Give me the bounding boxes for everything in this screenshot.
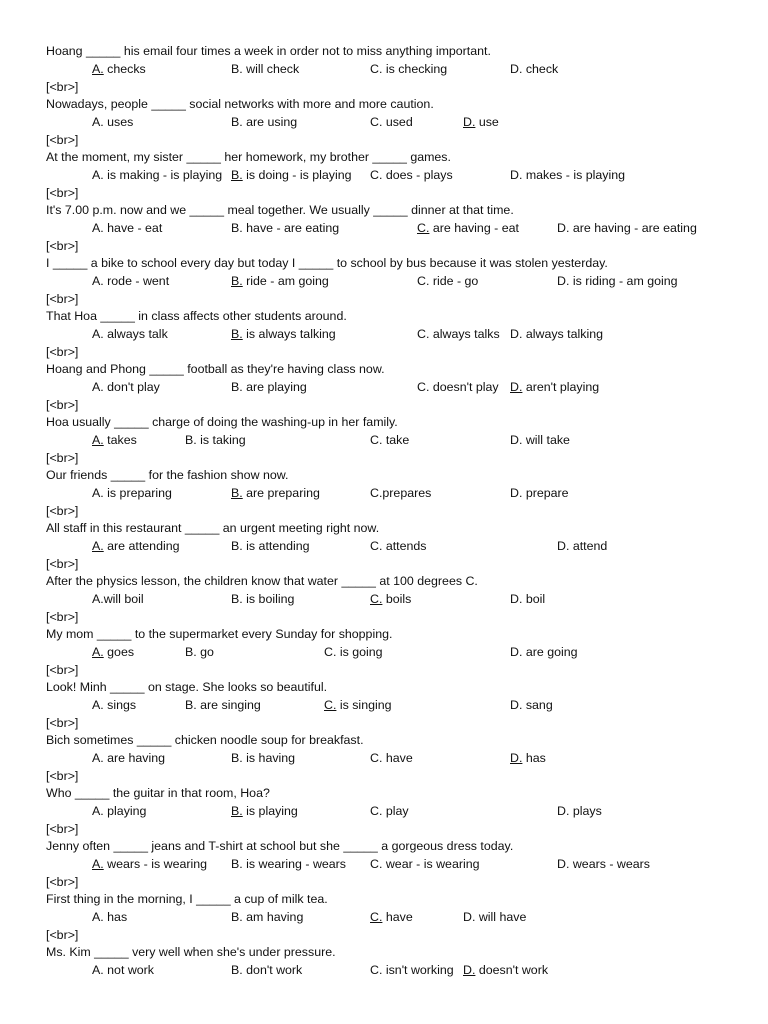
option-text: are having - are eating (569, 221, 697, 235)
line-break-marker: [<br>] (46, 716, 79, 730)
option-text: are preparing (242, 486, 320, 500)
option-letter: D. (557, 857, 570, 871)
option-text: is attending (242, 539, 310, 553)
line-break-marker: [<br>] (46, 610, 79, 624)
answer-option (231, 168, 352, 183)
answer-option (92, 433, 137, 448)
question-item (0, 892, 768, 945)
answer-option (417, 274, 478, 289)
option-text: has (103, 910, 128, 924)
option-letter: D. (557, 539, 570, 553)
option-letter: D. (557, 804, 570, 818)
answer-option (185, 698, 261, 713)
option-letter: D. (463, 115, 476, 129)
option-letter: B. (231, 857, 243, 871)
answer-option (92, 168, 222, 183)
option-letter: A. (92, 804, 104, 818)
answer-option (231, 539, 310, 554)
option-letter: A. (92, 327, 104, 341)
line-break-marker: [<br>] (46, 345, 79, 359)
option-letter: B. (231, 804, 243, 818)
line-break-marker: [<br>] (46, 133, 79, 147)
answer-option (510, 698, 553, 713)
option-letter: D. (510, 486, 523, 500)
answer-option (510, 433, 570, 448)
answer-option (324, 645, 383, 660)
answer-option (231, 804, 298, 819)
option-text: am having (242, 910, 304, 924)
answer-option (92, 221, 162, 236)
option-text: plays (569, 804, 602, 818)
question-stem: Look! Minh _____ on stage. She looks so beautiful. (46, 680, 328, 694)
option-letter: A. (92, 751, 104, 765)
option-text: have - are eating (242, 221, 340, 235)
option-letter: B. (231, 221, 243, 235)
answer-option (92, 698, 136, 713)
answer-option (370, 168, 453, 183)
option-text: don't play (103, 380, 160, 394)
option-text: boils (382, 592, 412, 606)
line-break-marker: [<br>] (46, 822, 79, 836)
question-item (0, 786, 768, 839)
option-letter: A. (92, 115, 104, 129)
option-letter: A. (92, 62, 104, 76)
option-text: take (382, 433, 410, 447)
question-item (0, 309, 768, 362)
question-stem: At the moment, my sister _____ her homework, my brother _____ games. (46, 150, 451, 164)
answer-option (92, 910, 127, 925)
line-break-marker: [<br>] (46, 80, 79, 94)
answer-option (370, 62, 447, 77)
answer-option (370, 963, 454, 978)
line-break-marker: [<br>] (46, 451, 79, 465)
option-letter: B. (231, 327, 243, 341)
question-stem: All staff in this restaurant _____ an urgent meeting right now. (46, 521, 380, 535)
question-stem: Ms. Kim _____ very well when she's under pressure. (46, 945, 336, 959)
option-letter: B. (231, 274, 243, 288)
option-letter: D. (510, 592, 523, 606)
option-letter: A. (92, 857, 104, 871)
answer-option (370, 539, 427, 554)
option-text: prepares (382, 486, 432, 500)
option-letter: C. (324, 645, 337, 659)
answer-option (231, 221, 339, 236)
answer-option (370, 592, 411, 607)
option-letter: B. (231, 963, 243, 977)
answer-option (92, 380, 160, 395)
option-text: check (522, 62, 559, 76)
question-stem: Hoang _____ his email four times a week in order not to miss anything important. (46, 44, 491, 58)
answer-option (510, 751, 546, 766)
answer-option (370, 433, 409, 448)
answer-option (557, 857, 650, 872)
option-letter: A. (92, 592, 104, 606)
option-letter: B. (231, 168, 243, 182)
option-text: checks (103, 62, 146, 76)
line-break-marker: [<br>] (46, 663, 79, 677)
question-stem: Who _____ the guitar in that room, Hoa? (46, 786, 270, 800)
answer-option (557, 221, 697, 236)
answer-option (557, 804, 602, 819)
answer-option (92, 592, 144, 607)
option-letter: D. (510, 751, 523, 765)
question-stem: I _____ a bike to school every day but today I _____ to school by bus because it was stolen yesterday. (46, 256, 608, 270)
option-text: wear - is wearing (382, 857, 480, 871)
answer-option (370, 804, 409, 819)
answer-option (231, 327, 336, 342)
option-letter: D. (463, 910, 476, 924)
option-text: are attending (103, 539, 180, 553)
question-stem: After the physics lesson, the children know that water _____ at 100 degrees C. (46, 574, 478, 588)
option-text: boil (522, 592, 546, 606)
option-letter: B. (185, 645, 197, 659)
option-letter: A. (92, 910, 104, 924)
answer-option (185, 645, 214, 660)
line-break-marker: [<br>] (46, 928, 79, 942)
option-text: is always talking (242, 327, 336, 341)
option-letter: A. (92, 274, 104, 288)
question-item (0, 150, 768, 203)
option-text: goes (103, 645, 135, 659)
option-text: wears - is wearing (103, 857, 208, 871)
option-text: rode - went (103, 274, 170, 288)
option-text: doesn't play (429, 380, 499, 394)
option-text: is riding - am going (569, 274, 678, 288)
option-letter: D. (510, 62, 523, 76)
option-text: ride - am going (242, 274, 329, 288)
option-letter: A. (92, 539, 104, 553)
answer-option (370, 115, 413, 130)
answer-option (231, 751, 295, 766)
answer-option (417, 221, 519, 236)
option-text: are singing (196, 698, 261, 712)
option-letter: D. (463, 963, 476, 977)
option-text: is going (336, 645, 383, 659)
question-stem: First thing in the morning, I _____ a cup of milk tea. (46, 892, 328, 906)
option-text: sings (103, 698, 137, 712)
answer-option (324, 698, 392, 713)
answer-option (231, 115, 297, 130)
question-item (0, 521, 768, 574)
answer-option (231, 62, 299, 77)
answer-option (510, 62, 558, 77)
line-break-marker: [<br>] (46, 769, 79, 783)
option-text: will take (522, 433, 570, 447)
option-text: is having (242, 751, 296, 765)
option-text: have (382, 751, 413, 765)
option-letter: A. (92, 486, 104, 500)
option-letter: C. (370, 592, 383, 606)
question-item (0, 256, 768, 309)
answer-option (417, 327, 500, 342)
question-stem: Our friends _____ for the fashion show now. (46, 468, 289, 482)
option-letter: C. (417, 221, 430, 235)
option-text: don't work (242, 963, 303, 977)
question-item (0, 415, 768, 468)
line-break-marker: [<br>] (46, 557, 79, 571)
option-text: doesn't work (475, 963, 549, 977)
question-stem: My mom _____ to the supermarket every Sunday for shopping. (46, 627, 393, 641)
option-letter: B. (231, 380, 243, 394)
question-item (0, 203, 768, 256)
answer-option (231, 963, 302, 978)
option-text: go (196, 645, 214, 659)
option-letter: D. (510, 698, 523, 712)
option-letter: C. (370, 804, 383, 818)
option-letter: C. (370, 115, 383, 129)
option-letter: C. (370, 168, 383, 182)
option-text: is doing - is playing (242, 168, 352, 182)
option-letter: A. (92, 433, 104, 447)
option-text: are using (242, 115, 298, 129)
option-text: has (522, 751, 546, 765)
option-letter: C. (324, 698, 337, 712)
option-text: always talks (429, 327, 500, 341)
option-letter: A. (92, 380, 104, 394)
question-item (0, 945, 768, 998)
question-item (0, 362, 768, 415)
answer-option (231, 592, 294, 607)
option-text: wears - wears (569, 857, 650, 871)
question-item (0, 468, 768, 521)
option-letter: C. (370, 963, 383, 977)
option-letter: B. (231, 539, 243, 553)
option-text: attend (569, 539, 608, 553)
option-text: is taking (196, 433, 246, 447)
answer-option (92, 539, 180, 554)
option-text: ride - go (429, 274, 479, 288)
answer-option (417, 380, 499, 395)
answer-option (231, 486, 320, 501)
option-text: does - plays (382, 168, 453, 182)
answer-option (92, 274, 169, 289)
answer-option (231, 380, 307, 395)
line-break-marker: [<br>] (46, 292, 79, 306)
answer-option (510, 380, 599, 395)
option-text: use (475, 115, 499, 129)
option-letter: A. (92, 221, 104, 235)
option-letter: B. (231, 910, 243, 924)
option-text: makes - is playing (522, 168, 626, 182)
answer-option (92, 62, 146, 77)
question-item (0, 733, 768, 786)
option-letter: A. (92, 963, 104, 977)
option-letter: C. (370, 751, 383, 765)
option-text: is playing (242, 804, 298, 818)
answer-option (370, 857, 480, 872)
option-text: will check (242, 62, 300, 76)
line-break-marker: [<br>] (46, 504, 79, 518)
answer-option (463, 115, 499, 130)
option-text: not work (103, 963, 154, 977)
option-text: are playing (242, 380, 307, 394)
option-letter: B. (231, 115, 243, 129)
option-text: is singing (336, 698, 392, 712)
answer-option (510, 327, 603, 342)
question-stem: That Hoa _____ in class affects other students around. (46, 309, 347, 323)
answer-option (185, 433, 246, 448)
question-stem: Hoang and Phong _____ football as they're having class now. (46, 362, 385, 376)
answer-option (510, 486, 569, 501)
option-text: have (382, 910, 413, 924)
answer-option (463, 963, 548, 978)
question-item (0, 574, 768, 627)
answer-option (231, 857, 346, 872)
question-item (0, 839, 768, 892)
option-text: sang (522, 698, 553, 712)
option-letter: C. (370, 857, 383, 871)
answer-option (370, 751, 413, 766)
option-text: are having (103, 751, 166, 765)
option-text: are having - eat (429, 221, 519, 235)
option-letter: C. (370, 486, 383, 500)
line-break-marker: [<br>] (46, 186, 79, 200)
option-letter: B. (231, 592, 243, 606)
question-stem: Bich sometimes _____ chicken noodle soup for breakfast. (46, 733, 364, 747)
answer-option (370, 486, 431, 501)
option-text: always talk (103, 327, 168, 341)
option-text: have - eat (103, 221, 163, 235)
option-text: are going (522, 645, 578, 659)
option-letter: C. (417, 380, 430, 394)
answer-option (231, 910, 303, 925)
question-item (0, 44, 768, 97)
option-letter: D. (557, 274, 570, 288)
answer-option (92, 804, 146, 819)
option-letter: D. (510, 380, 523, 394)
option-letter: A. (92, 698, 104, 712)
question-stem: Hoa usually _____ charge of doing the washing-up in her family. (46, 415, 398, 429)
option-text: is checking (382, 62, 448, 76)
option-letter: B. (231, 751, 243, 765)
question-stem: Jenny often _____ jeans and T-shirt at school but she _____ a gorgeous dress today. (46, 839, 514, 853)
question-item (0, 680, 768, 733)
option-text: always talking (522, 327, 603, 341)
option-text: is making - is playing (103, 168, 223, 182)
question-stem: It's 7.00 p.m. now and we _____ meal together. We usually _____ dinner at that time. (46, 203, 514, 217)
option-text: is wearing - wears (242, 857, 347, 871)
option-letter: B. (185, 433, 197, 447)
option-text: is boiling (242, 592, 295, 606)
option-letter: B. (185, 698, 197, 712)
answer-option (92, 327, 168, 342)
option-letter: A. (92, 645, 104, 659)
answer-option (510, 168, 625, 183)
line-break-marker: [<br>] (46, 875, 79, 889)
option-text: play (382, 804, 409, 818)
option-letter: C. (370, 539, 383, 553)
option-letter: C. (370, 433, 383, 447)
answer-option (92, 645, 134, 660)
question-item (0, 627, 768, 680)
option-text: will have (475, 910, 527, 924)
answer-option (92, 115, 133, 130)
option-text: prepare (522, 486, 569, 500)
option-text: uses (103, 115, 134, 129)
option-letter: A. (92, 168, 104, 182)
option-letter: C. (370, 62, 383, 76)
option-letter: D. (510, 645, 523, 659)
answer-option (92, 486, 172, 501)
question-stem: Nowadays, people _____ social networks with more and more caution. (46, 97, 434, 111)
answer-option (92, 963, 154, 978)
option-text: attends (382, 539, 427, 553)
option-text: is preparing (103, 486, 172, 500)
option-text: aren't playing (522, 380, 600, 394)
option-letter: D. (510, 433, 523, 447)
answer-option (92, 857, 207, 872)
option-letter: C. (417, 327, 430, 341)
line-break-marker: [<br>] (46, 239, 79, 253)
option-letter: C. (370, 910, 383, 924)
option-text: used (382, 115, 413, 129)
answer-option (557, 274, 678, 289)
answer-option (370, 910, 413, 925)
answer-option (231, 274, 329, 289)
option-text: playing (103, 804, 147, 818)
option-letter: D. (557, 221, 570, 235)
answer-option (463, 910, 526, 925)
option-text: isn't working (382, 963, 454, 977)
option-letter: C. (417, 274, 430, 288)
option-letter: D. (510, 168, 523, 182)
answer-option (510, 645, 578, 660)
option-letter: D. (510, 327, 523, 341)
answer-option (510, 592, 545, 607)
answer-option (92, 751, 165, 766)
answer-option (557, 539, 607, 554)
option-letter: B. (231, 486, 243, 500)
line-break-marker: [<br>] (46, 398, 79, 412)
option-text: takes (103, 433, 137, 447)
question-item (0, 97, 768, 150)
option-letter: B. (231, 62, 243, 76)
option-text: will boil (103, 592, 144, 606)
